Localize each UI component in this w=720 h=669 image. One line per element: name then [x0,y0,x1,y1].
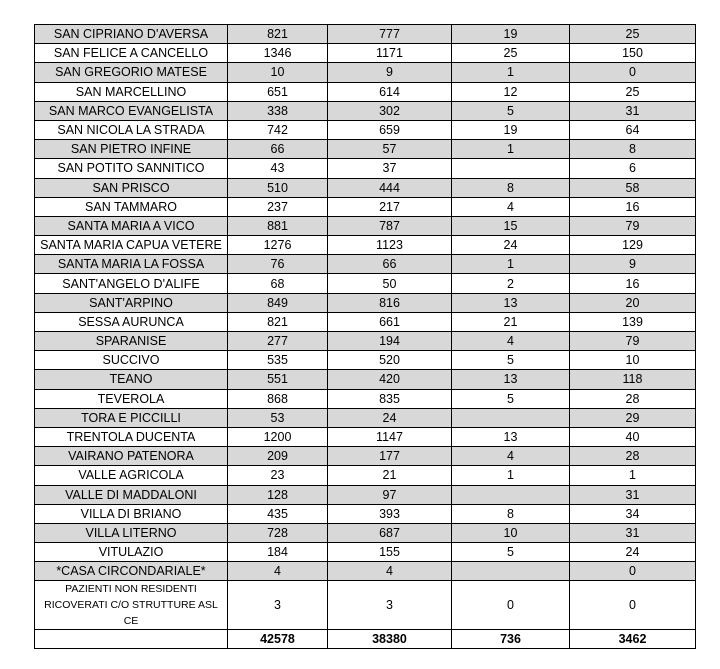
cell-value-1: 68 [228,274,328,293]
cell-municipality: VAIRANO PATENORA [35,447,228,466]
cell-value-1: 66 [228,140,328,159]
cell-municipality: VITULAZIO [35,543,228,562]
cell-value-1: 1200 [228,427,328,446]
cell-value-2: 302 [328,101,452,120]
cell-value-4: 118 [570,370,696,389]
cell-value-1: 742 [228,120,328,139]
cell-value-4: 16 [570,274,696,293]
cell-value-4: 28 [570,389,696,408]
table-row [35,293,696,312]
cell-value-4: 1 [570,466,696,485]
cell-value-3: 8 [452,504,570,523]
cell-value-2: 37 [328,159,452,178]
cell-value-1: 849 [228,293,328,312]
cell-value-1: 53 [228,408,328,427]
cell-value-2: 217 [328,197,452,216]
cell-value-4: 9 [570,255,696,274]
cell-value-1: 3 [228,581,328,630]
cell-value-2: 1171 [328,44,452,63]
table-row [35,159,696,178]
table-row [35,197,696,216]
cell-value-1: 651 [228,82,328,101]
cell-municipality: SPARANISE [35,332,228,351]
cell-value-2: 24 [328,408,452,427]
cell-value-3: 25 [452,44,570,63]
table-row [35,101,696,120]
cell-value-1: 881 [228,216,328,235]
cell-value-2: 57 [328,140,452,159]
cell-value-2: 777 [328,25,452,44]
cell-value-3: 12 [452,82,570,101]
cell-value-4: 24 [570,543,696,562]
cell-municipality: SANT'ARPINO [35,293,228,312]
cell-value-2: 177 [328,447,452,466]
cell-value-2: 50 [328,274,452,293]
cell-value-4: 129 [570,236,696,255]
cell-value-4: 58 [570,178,696,197]
table-row [35,82,696,101]
cell-municipality: TEVEROLA [35,389,228,408]
cell-value-1: 209 [228,447,328,466]
cell-value-2: 393 [328,504,452,523]
cell-value-1: 551 [228,370,328,389]
cell-value-2: 66 [328,255,452,274]
cell-value-3: 4 [452,332,570,351]
cell-value-2: 659 [328,120,452,139]
cell-value-4: 0 [570,581,696,630]
table-row [35,120,696,139]
cell-value-3: 24 [452,236,570,255]
cell-value-3: 21 [452,312,570,331]
cell-value-1: 10 [228,63,328,82]
cell-value-4: 64 [570,120,696,139]
cell-value-4: 79 [570,332,696,351]
cell-value-1: 184 [228,543,328,562]
table-row-nonresident [35,581,696,630]
cell-municipality: SUCCIVO [35,351,228,370]
cell-value-2: 9 [328,63,452,82]
cell-value-4: 16 [570,197,696,216]
table-row [35,178,696,197]
cell-municipality: TEANO [35,370,228,389]
table-row [35,312,696,331]
table-row [35,370,696,389]
cell-value-2: 194 [328,332,452,351]
cell-municipality: SAN NICOLA LA STRADA [35,120,228,139]
cell-value-1: 23 [228,466,328,485]
cell-value-4: 0 [570,562,696,581]
cell-value-4: 34 [570,504,696,523]
cell-municipality: SANTA MARIA LA FOSSA [35,255,228,274]
cell-value-3: 4 [452,197,570,216]
table-row [35,523,696,542]
cell-municipality: PAZIENTI NON RESIDENTI RICOVERATI C/O STRUTTURE ASL CE [35,581,228,630]
cell-value-3: 5 [452,389,570,408]
cell-municipality: SANTA MARIA A VICO [35,216,228,235]
cell-value-2: 3 [328,581,452,630]
cell-value-4: 10 [570,351,696,370]
cell-value-1: 277 [228,332,328,351]
cell-value-1: 728 [228,523,328,542]
cell-value-1: 43 [228,159,328,178]
cell-value-3: 19 [452,25,570,44]
cell-value-2: 835 [328,389,452,408]
cell-municipality: SANTA MARIA CAPUA VETERE [35,236,228,255]
cell-value-2: 661 [328,312,452,331]
table-row [35,504,696,523]
table-row [35,562,696,581]
cell-value-3: 13 [452,427,570,446]
cell-municipality: VALLE DI MADDALONI [35,485,228,504]
cell-value-3: 4 [452,447,570,466]
cell-municipality: SAN PRISCO [35,178,228,197]
cell-value-4: 29 [570,408,696,427]
table-row [35,216,696,235]
cell-value-3 [452,485,570,504]
cell-value-4: 28 [570,447,696,466]
cell-value-2: 787 [328,216,452,235]
cell-value-1: 868 [228,389,328,408]
table-row [35,447,696,466]
cell-municipality: SAN POTITO SANNITICO [35,159,228,178]
table-row [35,466,696,485]
cell-value-1: 237 [228,197,328,216]
cell-value-1: 535 [228,351,328,370]
cell-value-1: 1276 [228,236,328,255]
cell-value-3: 13 [452,293,570,312]
cell-value-1: 821 [228,25,328,44]
cell-value-4: 79 [570,216,696,235]
cell-municipality: SAN CIPRIANO D'AVERSA [35,25,228,44]
cell-value-2: 614 [328,82,452,101]
cell-total-label [35,630,228,649]
cell-value-4: 31 [570,101,696,120]
table-row [35,25,696,44]
cell-municipality: TRENTOLA DUCENTA [35,427,228,446]
cell-value-1: 76 [228,255,328,274]
cell-municipality: SAN GREGORIO MATESE [35,63,228,82]
cell-value-4: 139 [570,312,696,331]
table-row [35,274,696,293]
table-row [35,140,696,159]
municipality-data-table [34,24,696,649]
cell-municipality: VILLA DI BRIANO [35,504,228,523]
cell-value-4: 25 [570,82,696,101]
cell-value-1: 338 [228,101,328,120]
cell-value-2: 420 [328,370,452,389]
cell-value-1: 128 [228,485,328,504]
cell-municipality: SAN MARCO EVANGELISTA [35,101,228,120]
table-body [35,25,696,649]
cell-value-4: 25 [570,25,696,44]
cell-value-3 [452,562,570,581]
cell-value-3: 13 [452,370,570,389]
cell-total-2: 38380 [328,630,452,649]
cell-municipality: *CASA CIRCONDARIALE* [35,562,228,581]
cell-value-2: 97 [328,485,452,504]
cell-value-1: 435 [228,504,328,523]
cell-municipality: VILLA LITERNO [35,523,228,542]
cell-value-4: 20 [570,293,696,312]
table-row [35,543,696,562]
cell-value-4: 31 [570,485,696,504]
table-row [35,485,696,504]
cell-value-3: 5 [452,101,570,120]
cell-municipality: SAN MARCELLINO [35,82,228,101]
cell-value-4: 31 [570,523,696,542]
cell-value-4: 0 [570,63,696,82]
cell-value-3: 8 [452,178,570,197]
cell-value-3: 1 [452,63,570,82]
cell-value-3: 1 [452,140,570,159]
cell-value-2: 1147 [328,427,452,446]
cell-value-3: 2 [452,274,570,293]
cell-value-2: 155 [328,543,452,562]
cell-value-3: 5 [452,543,570,562]
cell-value-1: 821 [228,312,328,331]
cell-value-3: 19 [452,120,570,139]
cell-value-3: 10 [452,523,570,542]
cell-municipality: TORA E PICCILLI [35,408,228,427]
cell-value-3 [452,159,570,178]
table-row [35,351,696,370]
table-row [35,255,696,274]
cell-municipality: SAN TAMMARO [35,197,228,216]
cell-value-2: 444 [328,178,452,197]
cell-value-3: 1 [452,466,570,485]
cell-municipality: VALLE AGRICOLA [35,466,228,485]
cell-value-3 [452,408,570,427]
cell-value-1: 4 [228,562,328,581]
cell-value-2: 1123 [328,236,452,255]
table-row [35,332,696,351]
cell-value-1: 510 [228,178,328,197]
cell-value-2: 21 [328,466,452,485]
cell-value-4: 6 [570,159,696,178]
cell-value-4: 8 [570,140,696,159]
cell-total-3: 736 [452,630,570,649]
cell-value-2: 687 [328,523,452,542]
table-row [35,236,696,255]
cell-value-4: 150 [570,44,696,63]
cell-municipality: SAN PIETRO INFINE [35,140,228,159]
cell-total-4: 3462 [570,630,696,649]
table-row-totals [35,630,696,649]
cell-value-2: 520 [328,351,452,370]
table-row [35,63,696,82]
cell-municipality: SAN FELICE A CANCELLO [35,44,228,63]
cell-municipality: SESSA AURUNCA [35,312,228,331]
cell-value-2: 816 [328,293,452,312]
cell-value-3: 0 [452,581,570,630]
cell-value-3: 1 [452,255,570,274]
cell-value-3: 15 [452,216,570,235]
table-row [35,44,696,63]
cell-total-1: 42578 [228,630,328,649]
cell-value-1: 1346 [228,44,328,63]
cell-value-3: 5 [452,351,570,370]
table-row [35,408,696,427]
table-row [35,389,696,408]
cell-value-4: 40 [570,427,696,446]
cell-value-2: 4 [328,562,452,581]
cell-municipality: SANT'ANGELO D'ALIFE [35,274,228,293]
table-row [35,427,696,446]
